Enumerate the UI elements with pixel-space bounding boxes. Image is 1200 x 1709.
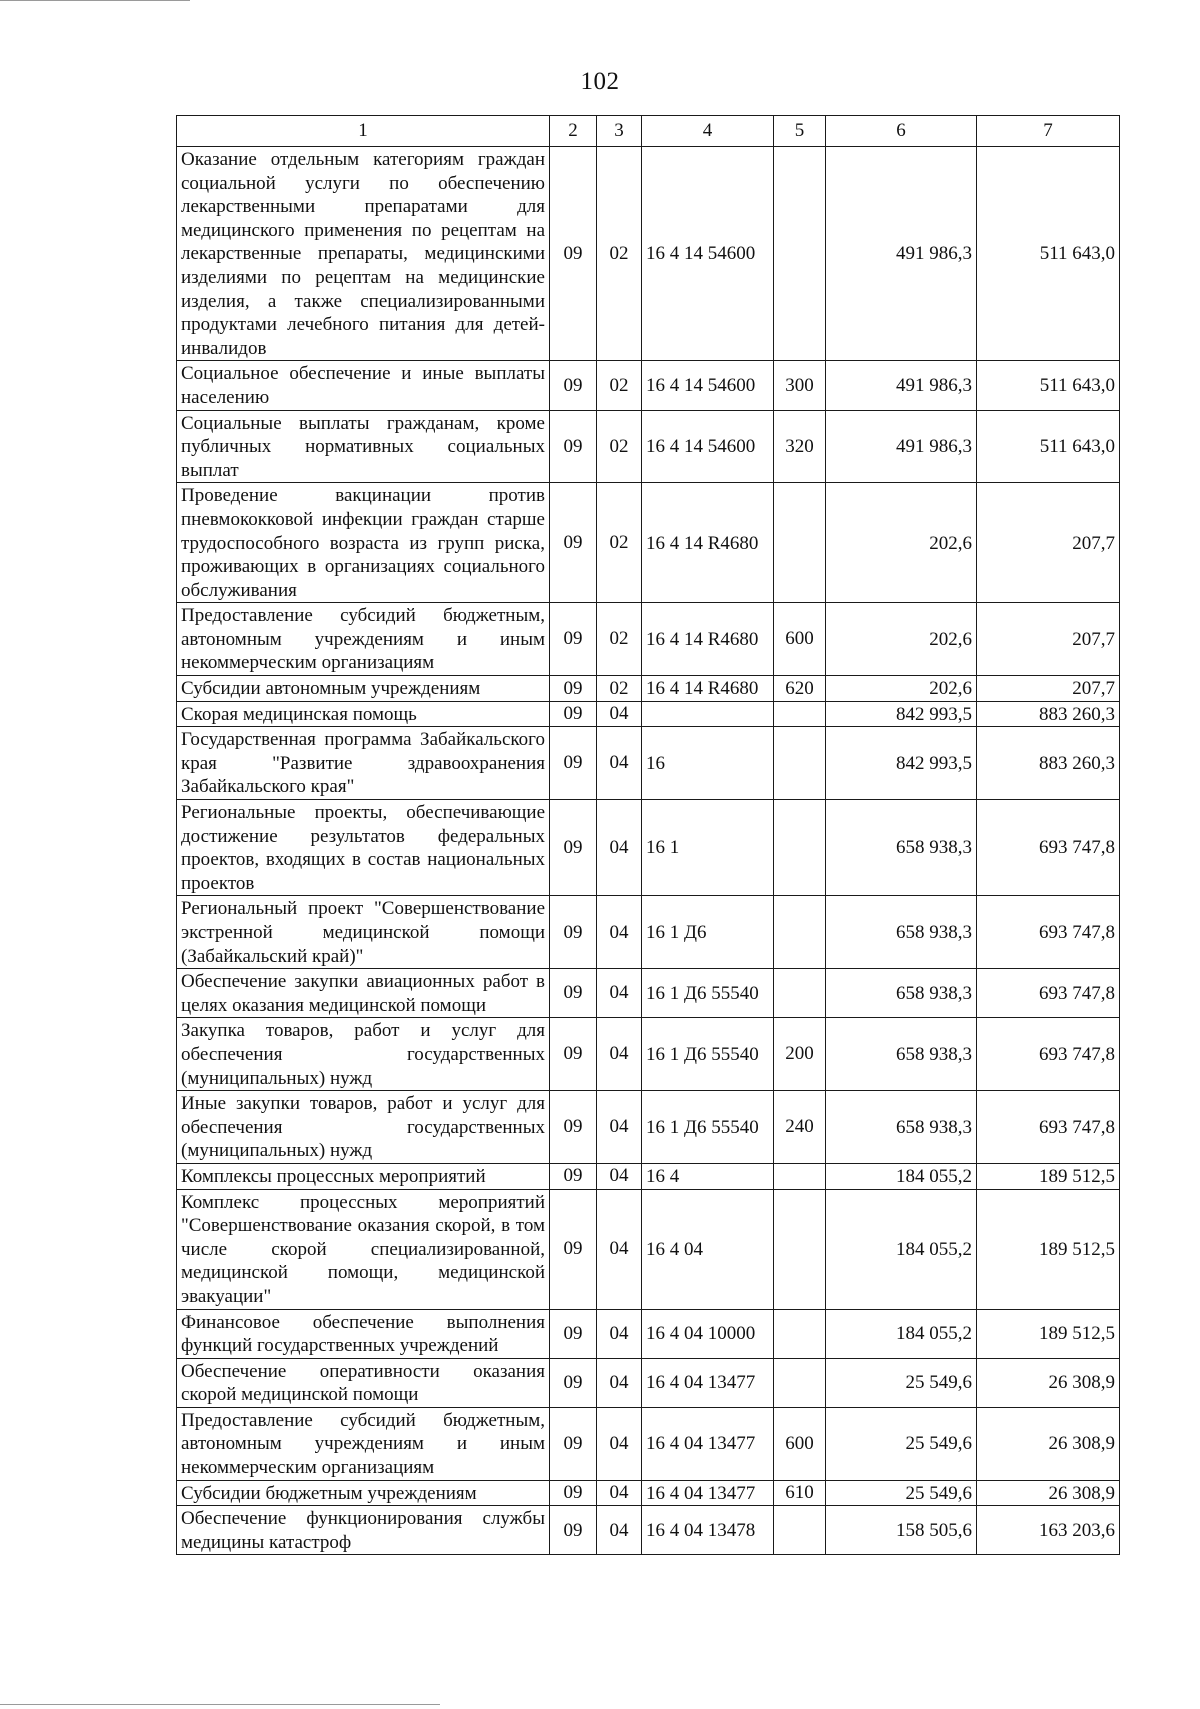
target-article-code: 16 1 Д6 55540 xyxy=(642,1018,774,1091)
section-code: 09 xyxy=(550,701,597,727)
amount-col7: 26 308,9 xyxy=(977,1407,1120,1480)
column-header-4: 4 xyxy=(642,116,774,147)
table-row xyxy=(177,483,1120,603)
table-row xyxy=(177,1189,1120,1309)
scan-edge-bottom xyxy=(0,1704,440,1705)
amount-col7: 189 512,5 xyxy=(977,1189,1120,1309)
amount-col7: 511 643,0 xyxy=(977,410,1120,483)
table-row xyxy=(177,361,1120,410)
subsection-code: 04 xyxy=(597,1309,642,1358)
amount-col6: 25 549,6 xyxy=(826,1358,977,1407)
expense-type-code xyxy=(774,727,826,800)
row-name: Обеспечение функционирования службы медицины катастроф xyxy=(177,1506,550,1555)
table-row xyxy=(177,147,1120,361)
column-header-7: 7 xyxy=(977,116,1120,147)
subsection-code: 02 xyxy=(597,603,642,676)
table-row xyxy=(177,1091,1120,1164)
row-name: Оказание отдельным категориям граждан социальной услуги по обеспечению лекарственными препаратами для медицинского применения по рецептам на лекарственные препараты, медицинскими изделиями по рецептам на медицинские изделия, а также специализированными продуктами лечебного питания для детей-инвалидов xyxy=(177,147,550,361)
row-name: Государственная программа Забайкальского края "Развитие здравоохранения Забайкальского края" xyxy=(177,727,550,800)
target-article-code: 16 4 14 R4680 xyxy=(642,603,774,676)
target-article-code: 16 4 04 13478 xyxy=(642,1506,774,1555)
target-article-code: 16 4 04 13477 xyxy=(642,1407,774,1480)
table-row xyxy=(177,1407,1120,1480)
amount-col7: 693 747,8 xyxy=(977,1018,1120,1091)
subsection-code: 04 xyxy=(597,1506,642,1555)
table-row xyxy=(177,727,1120,800)
table-row xyxy=(177,1163,1120,1189)
row-name: Обеспечение оперативности оказания скорой медицинской помощи xyxy=(177,1358,550,1407)
expense-type-code xyxy=(774,1358,826,1407)
subsection-code: 02 xyxy=(597,483,642,603)
subsection-code: 04 xyxy=(597,1358,642,1407)
table-header-row xyxy=(177,116,1120,147)
amount-col6: 658 938,3 xyxy=(826,800,977,896)
section-code: 09 xyxy=(550,896,597,969)
expense-type-code xyxy=(774,1163,826,1189)
target-article-code: 16 4 04 13477 xyxy=(642,1480,774,1506)
subsection-code: 04 xyxy=(597,1163,642,1189)
section-code: 09 xyxy=(550,483,597,603)
column-header-1: 1 xyxy=(177,116,550,147)
row-name: Комплексы процессных мероприятий xyxy=(177,1163,550,1189)
section-code: 09 xyxy=(550,1407,597,1480)
section-code: 09 xyxy=(550,1506,597,1555)
expense-type-code xyxy=(774,800,826,896)
amount-col6: 202,6 xyxy=(826,603,977,676)
target-article-code: 16 4 xyxy=(642,1163,774,1189)
amount-col7: 883 260,3 xyxy=(977,701,1120,727)
amount-col7: 26 308,9 xyxy=(977,1480,1120,1506)
section-code: 09 xyxy=(550,800,597,896)
expense-type-code: 620 xyxy=(774,676,826,702)
target-article-code: 16 4 14 R4680 xyxy=(642,676,774,702)
table-row xyxy=(177,701,1120,727)
amount-col7: 26 308,9 xyxy=(977,1358,1120,1407)
target-article-code: 16 4 14 54600 xyxy=(642,410,774,483)
expense-type-code: 200 xyxy=(774,1018,826,1091)
subsection-code: 04 xyxy=(597,896,642,969)
section-code: 09 xyxy=(550,1091,597,1164)
expense-type-code xyxy=(774,969,826,1018)
section-code: 09 xyxy=(550,147,597,361)
section-code: 09 xyxy=(550,969,597,1018)
subsection-code: 02 xyxy=(597,676,642,702)
amount-col7: 189 512,5 xyxy=(977,1309,1120,1358)
expense-type-code xyxy=(774,896,826,969)
amount-col7: 207,7 xyxy=(977,676,1120,702)
row-name: Закупка товаров, работ и услуг для обеспечения государственных (муниципальных) нужд xyxy=(177,1018,550,1091)
section-code: 09 xyxy=(550,676,597,702)
subsection-code: 02 xyxy=(597,361,642,410)
amount-col6: 658 938,3 xyxy=(826,1018,977,1091)
subsection-code: 04 xyxy=(597,1480,642,1506)
section-code: 09 xyxy=(550,1163,597,1189)
amount-col7: 693 747,8 xyxy=(977,969,1120,1018)
row-name: Региональные проекты, обеспечивающие достижение результатов федеральных проектов, входящих в состав национальных проектов xyxy=(177,800,550,896)
amount-col6: 202,6 xyxy=(826,483,977,603)
target-article-code: 16 4 14 R4680 xyxy=(642,483,774,603)
table-row xyxy=(177,1480,1120,1506)
expense-type-code xyxy=(774,701,826,727)
section-code: 09 xyxy=(550,1189,597,1309)
subsection-code: 04 xyxy=(597,1189,642,1309)
row-name: Предоставление субсидий бюджетным, автономным учреждениям и иным некоммерческим организациям xyxy=(177,603,550,676)
row-name: Региональный проект "Совершенствование экстренной медицинской помощи (Забайкальский край)" xyxy=(177,896,550,969)
subsection-code: 02 xyxy=(597,410,642,483)
amount-col6: 158 505,6 xyxy=(826,1506,977,1555)
target-article-code: 16 xyxy=(642,727,774,800)
expense-type-code xyxy=(774,1189,826,1309)
table-row xyxy=(177,1358,1120,1407)
subsection-code: 04 xyxy=(597,969,642,1018)
expense-type-code xyxy=(774,1309,826,1358)
amount-col7: 207,7 xyxy=(977,603,1120,676)
expense-type-code: 600 xyxy=(774,603,826,676)
target-article-code xyxy=(642,701,774,727)
amount-col7: 511 643,0 xyxy=(977,361,1120,410)
expense-type-code xyxy=(774,1506,826,1555)
target-article-code: 16 1 Д6 xyxy=(642,896,774,969)
column-header-6: 6 xyxy=(826,116,977,147)
section-code: 09 xyxy=(550,727,597,800)
amount-col7: 693 747,8 xyxy=(977,1091,1120,1164)
section-code: 09 xyxy=(550,1480,597,1506)
row-name: Социальные выплаты гражданам, кроме публичных нормативных социальных выплат xyxy=(177,410,550,483)
amount-col6: 658 938,3 xyxy=(826,896,977,969)
amount-col6: 658 938,3 xyxy=(826,1091,977,1164)
table-row xyxy=(177,896,1120,969)
page-number: 102 xyxy=(580,68,620,95)
section-code: 09 xyxy=(550,1309,597,1358)
subsection-code: 04 xyxy=(597,1407,642,1480)
row-name: Субсидии бюджетным учреждениям xyxy=(177,1480,550,1506)
table-row xyxy=(177,1506,1120,1555)
section-code: 09 xyxy=(550,603,597,676)
subsection-code: 04 xyxy=(597,727,642,800)
amount-col6: 842 993,5 xyxy=(826,701,977,727)
row-name: Финансовое обеспечение выполнения функций государственных учреждений xyxy=(177,1309,550,1358)
amount-col6: 184 055,2 xyxy=(826,1309,977,1358)
subsection-code: 04 xyxy=(597,701,642,727)
subsection-code: 02 xyxy=(597,147,642,361)
amount-col7: 163 203,6 xyxy=(977,1506,1120,1555)
amount-col6: 491 986,3 xyxy=(826,410,977,483)
target-article-code: 16 4 04 xyxy=(642,1189,774,1309)
table-row xyxy=(177,410,1120,483)
table-row xyxy=(177,603,1120,676)
expense-type-code: 300 xyxy=(774,361,826,410)
budget-table xyxy=(176,115,1120,1555)
target-article-code: 16 4 04 13477 xyxy=(642,1358,774,1407)
amount-col6: 491 986,3 xyxy=(826,361,977,410)
column-header-3: 3 xyxy=(597,116,642,147)
target-article-code: 16 1 Д6 55540 xyxy=(642,969,774,1018)
amount-col6: 202,6 xyxy=(826,676,977,702)
amount-col7: 693 747,8 xyxy=(977,800,1120,896)
section-code: 09 xyxy=(550,1358,597,1407)
amount-col7: 511 643,0 xyxy=(977,147,1120,361)
amount-col7: 189 512,5 xyxy=(977,1163,1120,1189)
column-header-5: 5 xyxy=(774,116,826,147)
expense-type-code xyxy=(774,147,826,361)
amount-col6: 658 938,3 xyxy=(826,969,977,1018)
amount-col6: 184 055,2 xyxy=(826,1163,977,1189)
row-name: Социальное обеспечение и иные выплаты населению xyxy=(177,361,550,410)
section-code: 09 xyxy=(550,1018,597,1091)
expense-type-code: 600 xyxy=(774,1407,826,1480)
scan-edge-top xyxy=(0,0,190,1)
expense-type-code: 240 xyxy=(774,1091,826,1164)
table-row xyxy=(177,676,1120,702)
expense-type-code: 610 xyxy=(774,1480,826,1506)
subsection-code: 04 xyxy=(597,800,642,896)
target-article-code: 16 4 04 10000 xyxy=(642,1309,774,1358)
amount-col6: 25 549,6 xyxy=(826,1407,977,1480)
row-name: Иные закупки товаров, работ и услуг для обеспечения государственных (муниципальных) нужд xyxy=(177,1091,550,1164)
amount-col6: 842 993,5 xyxy=(826,727,977,800)
amount-col6: 491 986,3 xyxy=(826,147,977,361)
row-name: Скорая медицинская помощь xyxy=(177,701,550,727)
amount-col6: 25 549,6 xyxy=(826,1480,977,1506)
expense-type-code xyxy=(774,483,826,603)
section-code: 09 xyxy=(550,361,597,410)
row-name: Проведение вакцинации против пневмококковой инфекции граждан старше трудоспособного возраста из групп риска, проживающих в организациях социального обслуживания xyxy=(177,483,550,603)
table-row xyxy=(177,969,1120,1018)
target-article-code: 16 1 xyxy=(642,800,774,896)
amount-col7: 693 747,8 xyxy=(977,896,1120,969)
amount-col7: 207,7 xyxy=(977,483,1120,603)
target-article-code: 16 4 14 54600 xyxy=(642,361,774,410)
subsection-code: 04 xyxy=(597,1018,642,1091)
table-row xyxy=(177,1018,1120,1091)
row-name: Субсидии автономным учреждениям xyxy=(177,676,550,702)
table-row xyxy=(177,800,1120,896)
column-header-2: 2 xyxy=(550,116,597,147)
row-name: Предоставление субсидий бюджетным, автономным учреждениям и иным некоммерческим организациям xyxy=(177,1407,550,1480)
target-article-code: 16 1 Д6 55540 xyxy=(642,1091,774,1164)
target-article-code: 16 4 14 54600 xyxy=(642,147,774,361)
amount-col6: 184 055,2 xyxy=(826,1189,977,1309)
table-row xyxy=(177,1309,1120,1358)
row-name: Обеспечение закупки авиационных работ в целях оказания медицинской помощи xyxy=(177,969,550,1018)
amount-col7: 883 260,3 xyxy=(977,727,1120,800)
section-code: 09 xyxy=(550,410,597,483)
row-name: Комплекс процессных мероприятий "Совершенствование оказания скорой, в том числе скорой специализированной, медицинской помощи, медицинской эвакуации" xyxy=(177,1189,550,1309)
expense-type-code: 320 xyxy=(774,410,826,483)
subsection-code: 04 xyxy=(597,1091,642,1164)
